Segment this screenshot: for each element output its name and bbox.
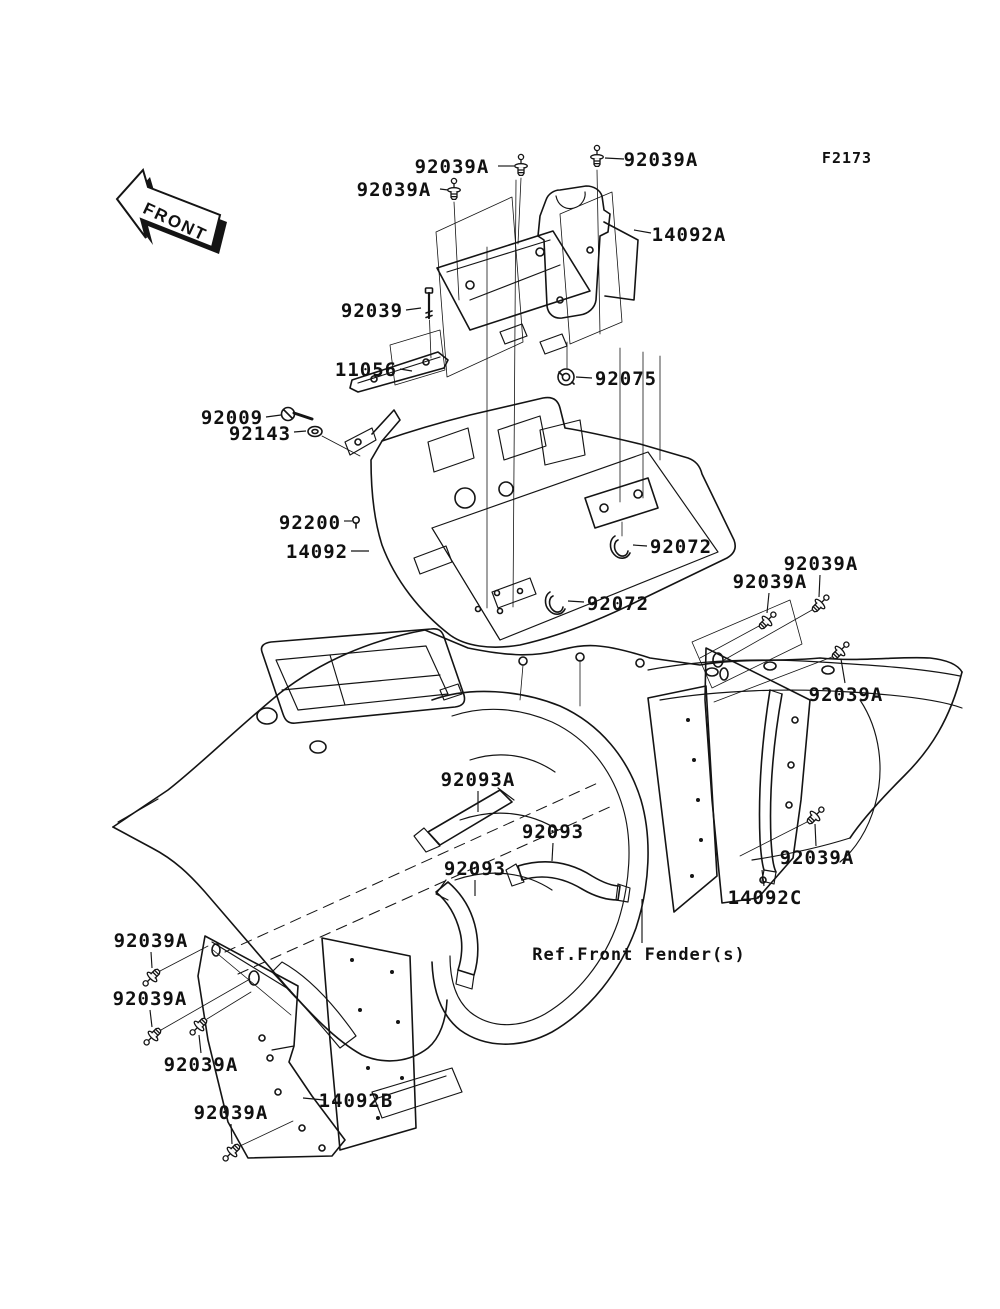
label-leader-line xyxy=(150,1010,152,1027)
part-label-14092: 14092 xyxy=(285,540,349,563)
part-label-92039a: 92039A xyxy=(356,178,432,201)
main-fender-body xyxy=(113,629,962,1150)
part-14092-inner-fender xyxy=(345,397,735,647)
part-label-92093: 92093 xyxy=(443,857,507,880)
part-label-92039a: 92039A xyxy=(414,155,490,178)
part-92072-clamp xyxy=(610,536,630,558)
part-label-92093a: 92093A xyxy=(440,768,516,791)
part-label-92039a: 92039A xyxy=(113,929,189,952)
part-label-11056: 11056 xyxy=(334,358,398,381)
label-leader-line xyxy=(400,369,412,371)
part-label-14092c: 14092C xyxy=(727,886,803,909)
label-leader-line xyxy=(819,575,820,597)
part-92143-washer xyxy=(308,427,322,437)
push-rivet-icon xyxy=(448,178,461,199)
part-label-ref-front-fender-s-: Ref.Front Fender(s) xyxy=(532,945,746,966)
part-label-14092a: 14092A xyxy=(651,223,727,246)
part-label-92143: 92143 xyxy=(228,422,292,445)
part-label-14092b: 14092B xyxy=(318,1089,394,1112)
part-92009-screw xyxy=(282,408,313,421)
part-14092A-bracket xyxy=(437,186,638,354)
push-rivet-icon xyxy=(804,803,828,827)
part-92075-nut xyxy=(558,369,574,385)
label-leader-line xyxy=(552,843,553,861)
part-92200-rivet xyxy=(353,517,359,528)
part-label-92072: 92072 xyxy=(649,535,713,558)
part-92093-brace xyxy=(506,862,630,902)
label-leader-line xyxy=(767,593,769,613)
part-label-92039a: 92039A xyxy=(732,570,808,593)
part-label-92039a: 92039A xyxy=(112,987,188,1010)
label-leader-line xyxy=(576,377,592,378)
part-label-92009: 92009 xyxy=(200,406,264,429)
push-rivet-icon xyxy=(219,1141,243,1165)
front-direction-arrow xyxy=(117,170,227,254)
label-leader-line xyxy=(266,415,281,417)
part-label-92039a: 92039A xyxy=(779,846,855,869)
push-rivet-icon xyxy=(139,966,163,990)
push-rivet-icon xyxy=(809,591,833,615)
label-leader-line xyxy=(151,952,152,968)
label-leader-line xyxy=(841,659,845,683)
part-label-92200: 92200 xyxy=(278,511,342,534)
push-rivet-icon xyxy=(591,145,604,166)
label-leader-line xyxy=(634,230,651,233)
label-leader-line xyxy=(568,601,584,602)
label-leader-line xyxy=(199,1035,201,1053)
label-leader-line xyxy=(633,545,647,546)
small-hardware-parts xyxy=(282,288,631,614)
part-label-92039a: 92039A xyxy=(783,552,859,575)
label-leader-line xyxy=(231,1124,232,1144)
label-leader-line xyxy=(815,824,816,846)
part-92072-clamp xyxy=(545,592,565,614)
figure-code: F2173 xyxy=(821,149,873,167)
part-92039-screw xyxy=(426,288,433,318)
label-leader-line xyxy=(406,308,421,310)
part-92093-brace xyxy=(436,880,478,989)
push-rivet-icon xyxy=(515,154,528,175)
part-label-92093: 92093 xyxy=(521,820,585,843)
label-leader-line xyxy=(294,431,306,432)
push-rivet-icon xyxy=(140,1025,164,1049)
part-92093A-brace xyxy=(414,788,514,852)
part-label-92039a: 92039A xyxy=(623,148,699,171)
part-label-92075: 92075 xyxy=(594,367,658,390)
front-arrow-label: FRONT xyxy=(140,198,211,246)
push-rivet-icon xyxy=(756,608,780,632)
label-leader-line xyxy=(605,158,624,159)
part-label-92039a: 92039A xyxy=(808,683,884,706)
part-label-92039: 92039 xyxy=(340,299,404,322)
fasteners-layer xyxy=(139,145,852,1164)
construction-lines xyxy=(160,170,832,1146)
part-label-92072: 92072 xyxy=(586,592,650,615)
part-label-92039a: 92039A xyxy=(163,1053,239,1076)
part-label-92039a: 92039A xyxy=(193,1101,269,1124)
label-leader-line xyxy=(440,189,448,190)
